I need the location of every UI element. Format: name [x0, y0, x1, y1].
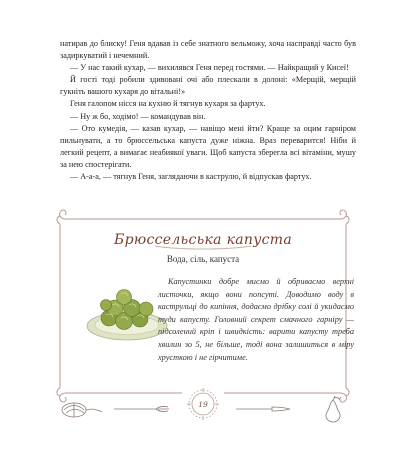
recipe-title: Брюссельська капуста: [113, 232, 292, 248]
story-paragraph: — Ну ж бо, ходімо! — командував він.: [70, 111, 206, 121]
story-paragraph: — Ото кумедія, — казав кухар, — навіщо мені йти? Краще за оцим гарніром пильнувати, а то брюссельська капуста дуже ніжна. Враз переварится! Ніби й легкий рецепт, а вимагає неабиякої уваги. Щоб капуста зберегла всі вітаміни, мушу за нею спостерігати.: [60, 123, 356, 169]
fork-ornament-left: [112, 403, 172, 415]
cabbage-ornament-left: [60, 398, 104, 420]
pear-ornament-right: [318, 394, 348, 424]
recipe-method-text: Капустинки добре миємо й обриваємо верхні листочки, якщо вони попсуті. Доводимо воду в каструльці до кипіння, додаємо дрібку солі й укидаємо туди капусту. Головний секрет смачного гарніру — підсолений кріп і швидкість: варити капусту треба хвилин зо 5, не більше, тоді вона залишиться в міру хрусткою і не гірчитиме.: [158, 277, 354, 362]
story-paragraph: натирав до блиску! Геня вдавав із себе знатного вельможу, хоча насправді часто був задиркуватий і нечемний.: [60, 39, 356, 61]
recipe-method: [158, 276, 354, 364]
recipe-ingredients: Вода, сіль, капуста: [166, 254, 240, 264]
story-paragraph: Геня галопом нісся на кухню й тягнув кухаря за фартух.: [70, 99, 266, 109]
page-number: 19: [198, 400, 208, 409]
story-paragraph: — У нас такий кухар, — вихилявся Геня перед гостями. — Найкращий у Кисеї!: [70, 63, 349, 73]
story-paragraph: Й гості тоді робили здивовані очі або плескали в долоні: «Мерщій, мерщій гукніть вашого кухаря до вітальні!»: [60, 75, 356, 97]
story-paragraph: — А-а-а, — тягнув Геня, заглядаючи в каструлю, й відпускав фартух.: [70, 172, 312, 182]
story-text: [60, 38, 356, 183]
knife-ornament-right: [232, 403, 292, 415]
